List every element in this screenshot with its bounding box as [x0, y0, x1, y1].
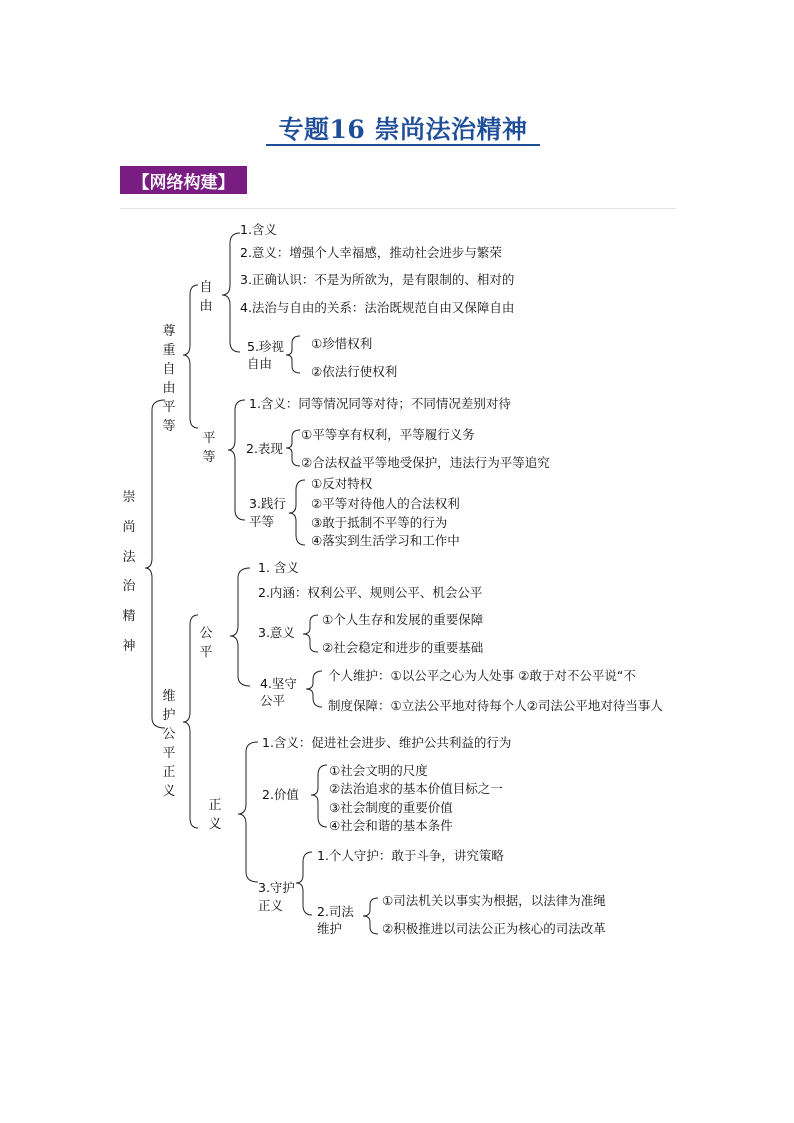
- equality-brace: [228, 400, 245, 520]
- cherish-item: ②依法行使权利: [311, 364, 398, 379]
- guard-brace: [296, 852, 312, 915]
- freedom-brace: [222, 233, 240, 352]
- judicial-item: ②积极推进以司法公正为核心的司法改革: [382, 921, 606, 936]
- freedom-item: 2.意义：增强个人幸福感，推动社会进步与繁荣: [240, 245, 502, 260]
- uphold-fairness-label: 公平: [260, 693, 286, 708]
- guard-justice-label: 3.守护: [258, 880, 295, 895]
- justice-label: 正义: [208, 798, 222, 832]
- root-label: 崇尚法治精神: [122, 490, 136, 654]
- cherish-brace: [286, 336, 300, 373]
- page-title: 专题16 崇尚法治精神: [278, 115, 528, 144]
- fairness-meaning: 1. 含义: [258, 560, 299, 575]
- value-brace: [311, 765, 327, 827]
- branch2-brace: [183, 615, 198, 828]
- equality-expression-item: ②合法权益平等地受保护，违法行为平等追究: [301, 455, 550, 470]
- cherish-freedom-label: 5.珍视: [247, 339, 284, 354]
- equality-label: 平等: [202, 431, 216, 465]
- justice-value-item: ④社会和谐的基本条件: [329, 818, 453, 833]
- expression-brace: [286, 430, 300, 466]
- equality-expression-item: ①平等享有权利，平等履行义务: [301, 427, 475, 442]
- freedom-label: 自由: [199, 280, 213, 314]
- practice-equality-label: 平等: [249, 514, 275, 529]
- practice-item: ④落实到生活学习和工作中: [311, 533, 460, 548]
- cherish-freedom-label: 自由: [247, 356, 273, 371]
- justice-brace: [238, 742, 258, 882]
- fairness-significance-item: ②社会稳定和进步的重要基础: [322, 640, 484, 655]
- justice-value-item: ②法治追求的基本价值目标之一: [329, 781, 503, 796]
- freedom-item: 3.正确认识：不是为所欲为，是有限制的、相对的: [240, 272, 515, 287]
- judicial-guard-label: 2.司法: [317, 904, 354, 919]
- personal-guard: 1.个人守护：敢于斗争，讲究策略: [317, 848, 504, 863]
- justice-value-item: ①社会文明的尺度: [329, 763, 428, 778]
- justice-value-label: 2.价值: [262, 787, 299, 802]
- freedom-item: 1.含义: [240, 222, 277, 237]
- guard-justice-label: 正义: [258, 898, 284, 913]
- practice-item: ①反对特权: [311, 476, 373, 491]
- practice-brace: [289, 480, 305, 545]
- freedom-item: 4.法治与自由的关系：法治既规范自由又保障自由: [240, 300, 515, 315]
- practice-item: ③敢于抵制不平等的行为: [311, 515, 448, 530]
- significance-brace: [303, 615, 318, 652]
- judicial-brace: [363, 898, 378, 934]
- practice-item: ②平等对待他人的合法权利: [311, 496, 460, 511]
- branch1-label: 尊重自由平等: [162, 324, 176, 434]
- fairness-significance-item: ①个人生存和发展的重要保障: [322, 612, 484, 627]
- judicial-item: ①司法机关以事实为根据，以法律为准绳: [382, 893, 606, 908]
- fairness-brace: [230, 568, 250, 686]
- branch1-brace: [183, 285, 198, 428]
- uphold-item: 制度保障：①立法公平地对待每个人②司法公平地对待当事人: [328, 698, 663, 713]
- cherish-item: ①珍惜权利: [311, 336, 373, 351]
- branch2-label: 维护公平正义: [162, 689, 176, 799]
- fairness-connotation: 2.内涵：权利公平、规则公平、机会公平: [258, 585, 483, 600]
- section-badge: 【网络构建】: [120, 166, 247, 194]
- uphold-fairness-label: 4.坚守: [260, 676, 297, 691]
- fairness-significance-label: 3.意义: [258, 625, 295, 640]
- uphold-brace: [306, 671, 322, 707]
- equality-meaning: 1.含义：同等情况同等对待；不同情况差别对待: [249, 396, 511, 411]
- practice-equality-label: 3.践行: [249, 496, 286, 511]
- judicial-guard-label: 维护: [317, 921, 343, 936]
- equality-expression-label: 2.表现: [246, 441, 283, 456]
- uphold-item: 个人维护：①以公平之心为人处事 ②敢于对不公平说“不: [328, 668, 636, 683]
- root-brace: [145, 400, 165, 728]
- justice-meaning: 1.含义：促进社会进步、维护公共利益的行为: [262, 735, 512, 750]
- fairness-label: 公平: [199, 626, 213, 660]
- justice-value-item: ③社会制度的重要价值: [329, 800, 453, 815]
